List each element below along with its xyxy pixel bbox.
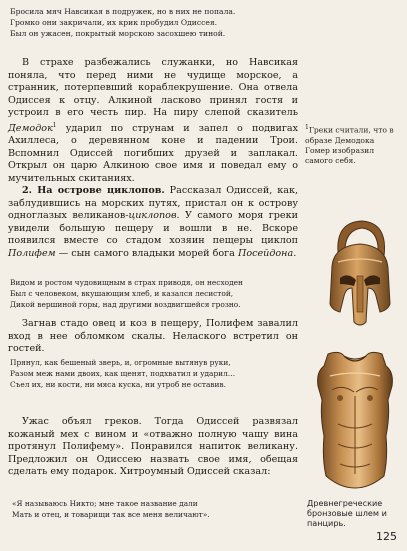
bronze-cuirass-illustration: [310, 346, 400, 496]
main-text: [8, 416, 298, 479]
bronze-helmet-illustration: [318, 218, 400, 338]
epic-verse-quote: [10, 357, 235, 390]
verse-line: Громко они закричали, их крик пробудил Одиссея.: [10, 18, 218, 28]
verse-line: Был он ужасен, покрытый морскою засохшею тиной.: [10, 29, 226, 39]
footnote: [305, 123, 401, 166]
page-number: 125: [376, 530, 397, 543]
verse-line: Видом и ростом чудовищным в страх приводя, он несходен: [10, 278, 243, 287]
verse-line: «Я называюсь Никто; мне такое название дали: [12, 499, 198, 508]
section-heading: 2. На острове циклопов.: [22, 185, 165, 197]
verse-line: Съел их, ни кости, ни мяса куска, ни утроб не оставив.: [10, 380, 226, 390]
footnote-marker: 1: [52, 121, 57, 129]
paragraph-cave: Загнав стадо овец и коз в пещеру, Полифем завалил вход в нее обломком скалы. Нелаского встретил он гостей.: [8, 318, 298, 354]
verse-line: Был с человеком, вкушающим хлеб, и казался лесистой,: [10, 289, 234, 299]
verse-line: Бросила мяч Навсикая в подружек, но в них не попала.: [10, 7, 236, 16]
verse-line: Дикой вершиной горы, над другими воздвигшейся грозно.: [10, 300, 241, 310]
term-cyclops: циклопов: [128, 210, 177, 222]
epic-verse-quote: [12, 498, 210, 520]
paragraph-cyclops: 2. На острове циклопов. Рассказал Одиссей, как, заблудившись на морских путях, пристал он к острову одноглазых великанов-циклопов. У самого моря греки увидели большую пещеру и вошли в не. Вскоре появился вместе со стадом хозяин пещеры циклоп Полифем — сын самого владыки морей бога Посейдона.: [8, 185, 299, 259]
name-demodok: Демодок: [8, 122, 53, 134]
paragraph-wine: Ужас объял греков. Тогда Одиссей развязал кожаный мех с вином и «отважно полную чашу вина протянул Полифему». Понравился напиток великану. Предложил он Одиссею назвать свое имя, обещая сделать ему подарок. Хитроумный Одиссей сказал:: [8, 416, 298, 477]
name-polyphemus: Полифем: [8, 247, 56, 259]
footnote-marker: 1: [305, 124, 309, 131]
epic-verse-quote: [10, 277, 243, 310]
verse-line: Прянул, как бешеный зверь, и, огромные вытянув руки,: [10, 358, 231, 367]
paragraph-nausicaa: В страхе разбежались служанки, но Навсикая поняла, что перед ними не чудище морское, а странник, потерпевший кораблекрушение. Она отвела Одиссея к отцу. Алкиной ласково принял гостя и устроил в его честь пир. На пиру слепой сказитель Демодок$^1$ ударил по струнам и запел о подвигах Ахиллеса, о деревянном коне и падении Трои. Вспомнил Одиссей погибших друзей и заплакал. Открыл он царю Алкиною свое имя и поведал ему о мучительных скитаниях.: [8, 57, 298, 184]
illustration-caption: Древнегреческие бронзовые шлем и панцирь.: [307, 498, 387, 528]
main-text: [8, 57, 298, 260]
epic-verse-quote: [10, 6, 340, 40]
main-text: [8, 318, 298, 356]
verse-line: Разом меж нами двоих, как щенят, подхватил и ударил…: [10, 369, 236, 379]
name-poseidon: Посейдона: [237, 247, 294, 259]
verse-line: Мать и отец, и товарищи так все меня величают».: [12, 510, 210, 520]
footnote-text: Греки считали, что в образе Демодока Гомер изобразил самого себя.: [305, 125, 394, 166]
